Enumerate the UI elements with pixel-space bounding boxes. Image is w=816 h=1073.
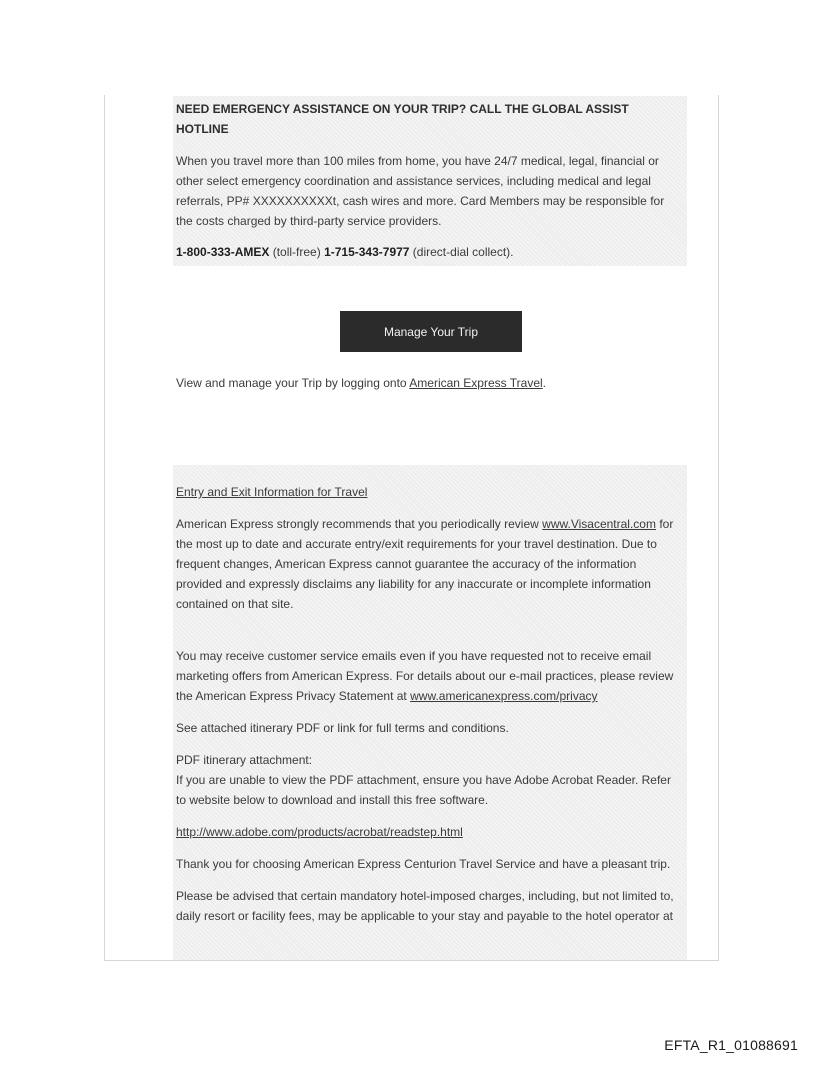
document-id: EFTA_R1_01088691: [664, 1037, 798, 1053]
adobe-link[interactable]: http://www.adobe.com/products/acrobat/readstep.html: [176, 825, 463, 839]
view-suffix: .: [542, 376, 547, 390]
entry-exit-heading: [176, 482, 684, 502]
hotel-charges-paragraph: Please be advised that certain mandatory hotel-imposed charges, including, but not limited to, daily resort or facility fees, may be applicable to your stay and payable to the hotel operator at: [176, 889, 674, 923]
entry-exit-link[interactable]: Entry and Exit Information for Travel: [176, 485, 368, 499]
adobe-line: [176, 822, 684, 842]
emergency-body: When you travel more than 100 miles from home, you have 24/7 medical, legal, financial or other select emergency coordination and assistance services, including medical and legal referrals, PP# XXXXXXXXXXt, cash wires and more. Card Members may be responsible for the costs charged by third-party service providers.: [176, 154, 665, 228]
email-practices-paragraph: [176, 646, 684, 706]
terms-paragraph: See attached itinerary PDF or link for full terms and conditions.: [176, 721, 509, 735]
p1-before: American Express strongly recommends that you periodically review: [176, 517, 543, 531]
view-manage-text: [176, 373, 546, 393]
p1-after: for the most up to date and accurate entry/exit requirements for your travel destination. Due to frequent changes, American Express cannot guarantee the accuracy of the information provided and expressly disclaims any liability for any inaccurate or incomplete information contained on that site.: [176, 517, 674, 611]
emergency-assistance-block: [173, 96, 687, 266]
visacentral-paragraph: [176, 514, 684, 614]
view-text: View and manage your Trip by logging onto: [176, 376, 410, 390]
privacy-link[interactable]: www.americanexpress.com/privacy: [410, 689, 598, 703]
pdf-body: If you are unable to view the PDF attachment, ensure you have Adobe Acrobat Reader. Refer to website below to download and install this free software.: [176, 773, 671, 807]
p2-before: You may receive customer service emails even if you have requested not to receive email marketing offers from American Express. For details about our e-mail practices, please review the American Express Privacy Statement at: [176, 649, 674, 703]
tollfree-label: (toll-free): [269, 245, 325, 259]
travel-info-block: [173, 465, 687, 960]
pdf-label: PDF itinerary attachment:: [176, 753, 313, 767]
thank-you-paragraph: Thank you for choosing American Express Centurion Travel Service and have a pleasant trip.: [176, 857, 671, 871]
direct-label: (direct-dial collect).: [409, 245, 514, 259]
spacer: [176, 626, 684, 646]
amex-travel-link[interactable]: American Express Travel: [409, 376, 543, 390]
visacentral-link[interactable]: www.Visacentral.com: [542, 517, 656, 531]
phone-tollfree: 1-800-333-AMEX: [176, 245, 270, 259]
manage-trip-button[interactable]: Manage Your Trip: [340, 311, 522, 352]
phone-direct: 1-715-343-7977: [324, 245, 410, 259]
emergency-title: NEED EMERGENCY ASSISTANCE ON YOUR TRIP? CALL THE GLOBAL ASSIST HOTLINE: [176, 102, 629, 136]
emergency-phone-line: [176, 242, 684, 262]
